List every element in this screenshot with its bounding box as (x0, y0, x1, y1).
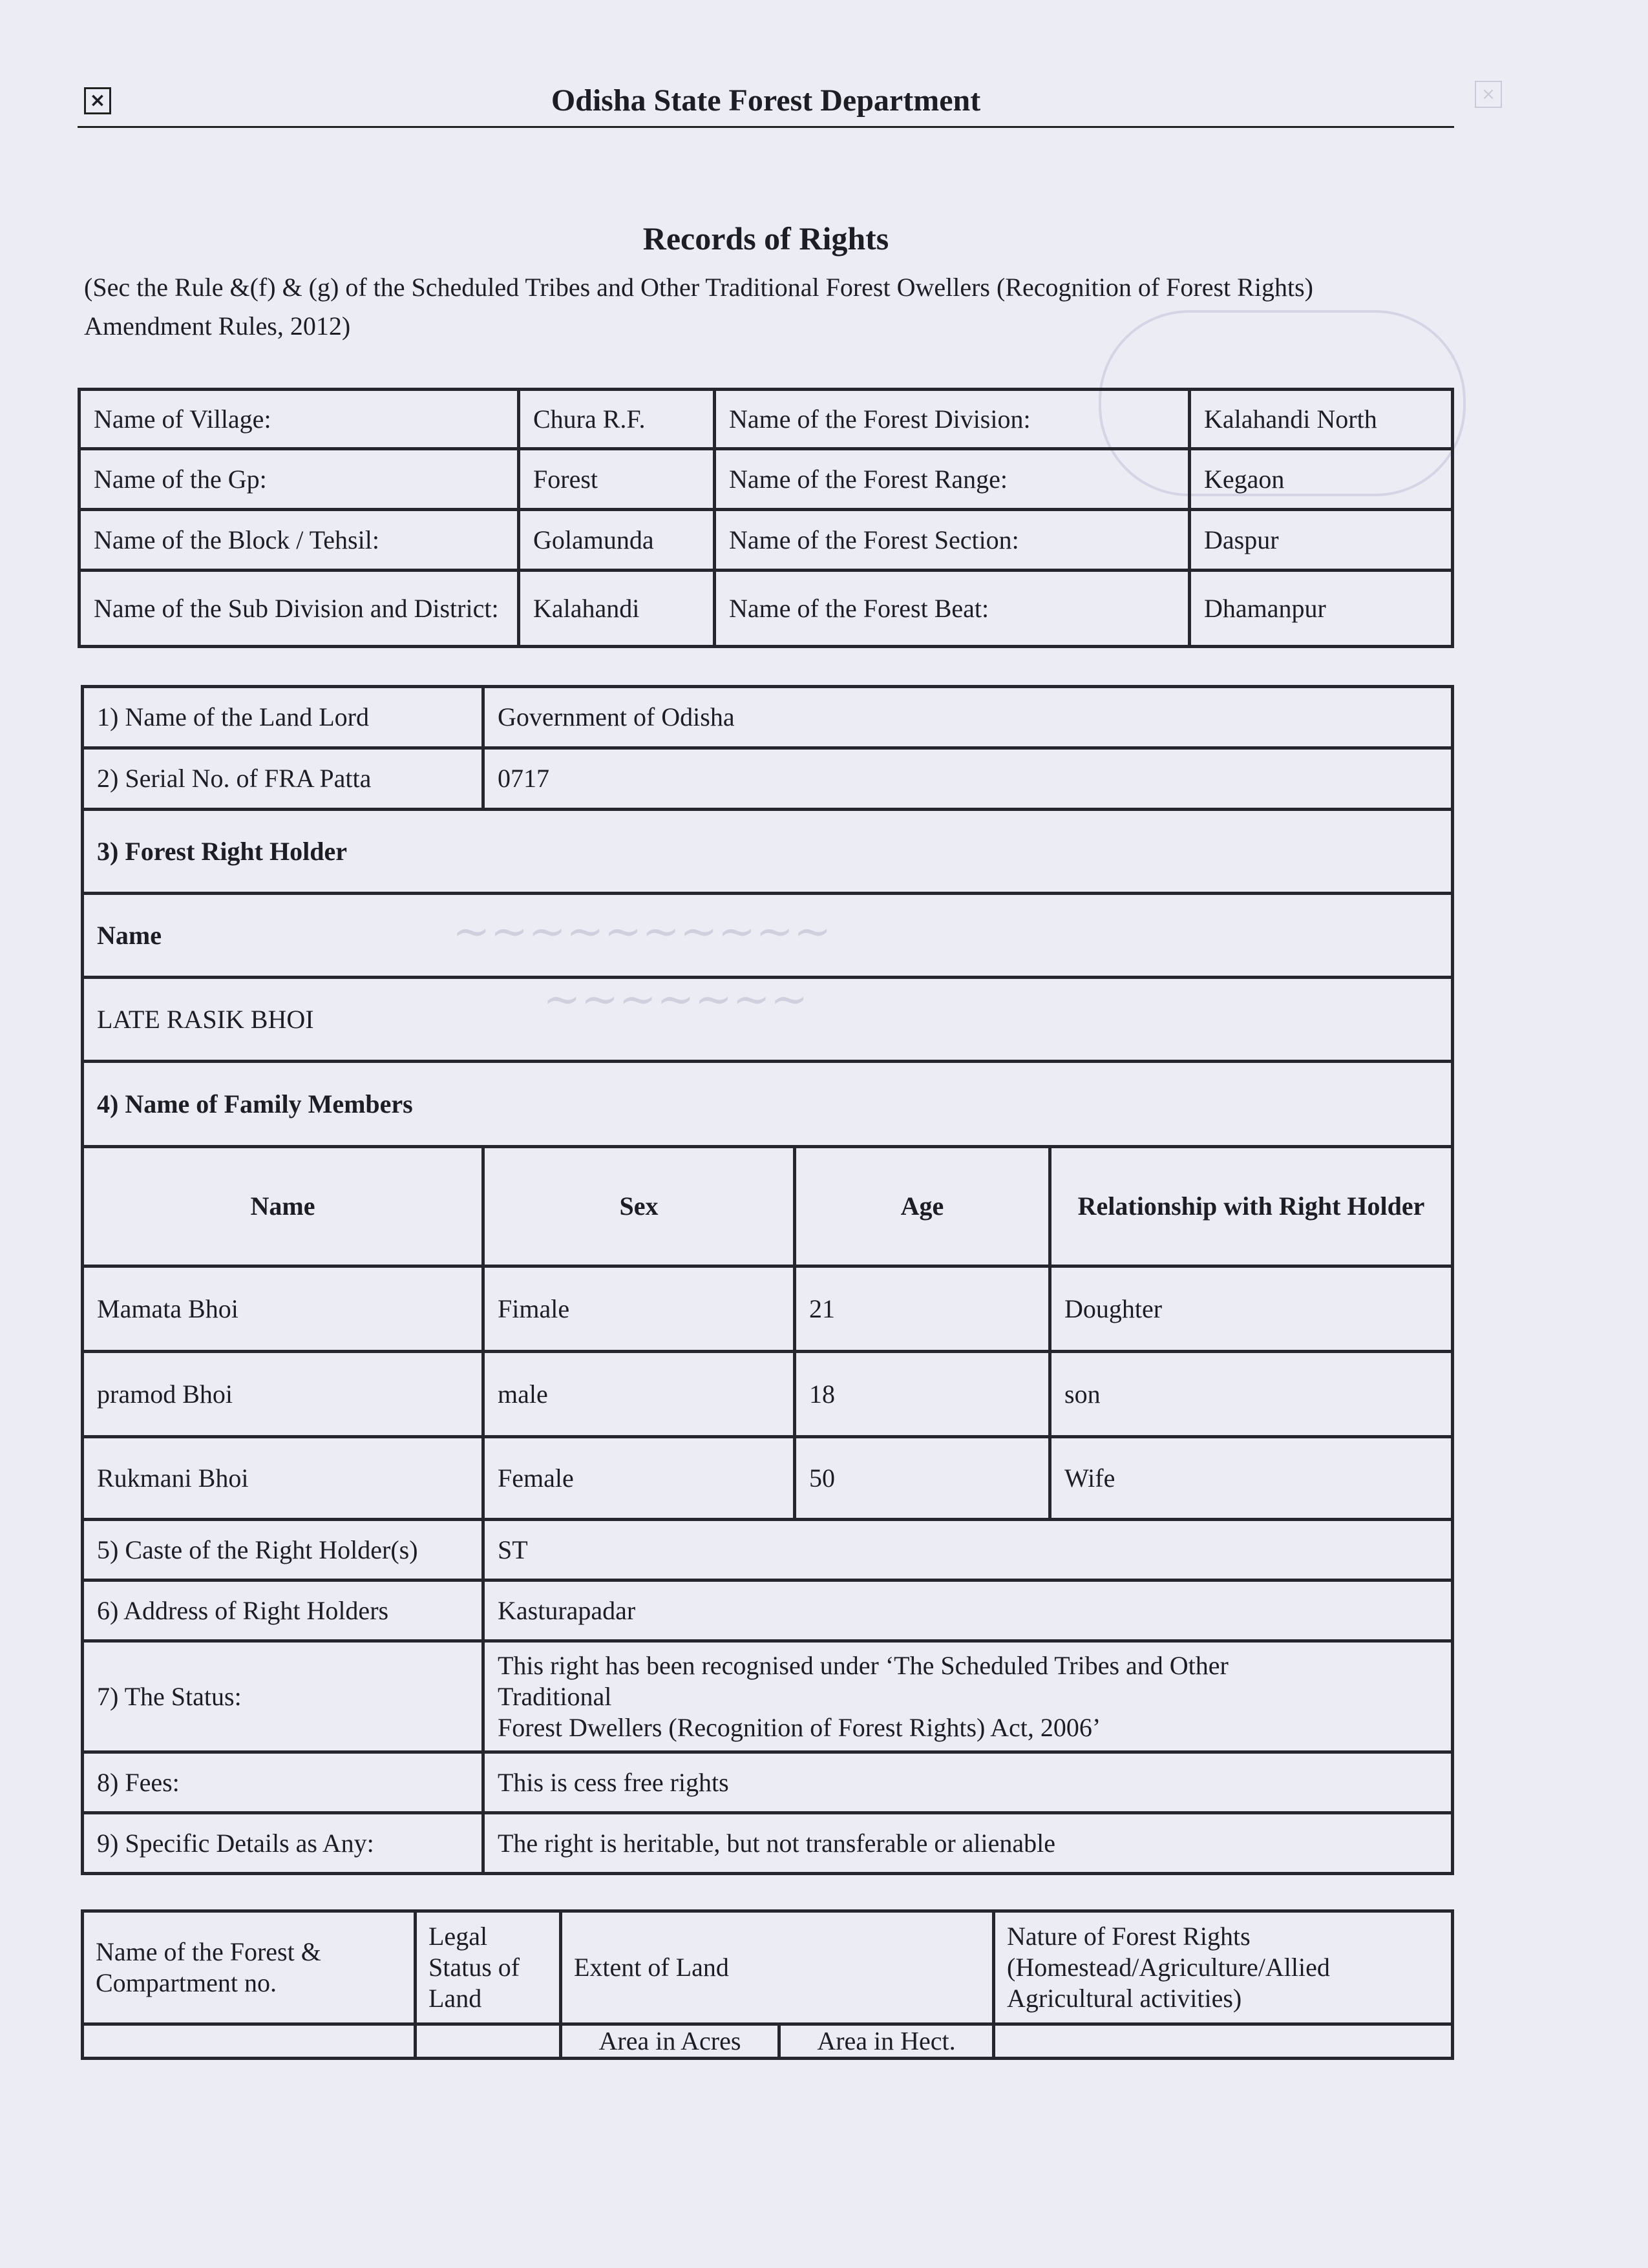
column-header-sex: Sex (483, 1147, 795, 1266)
table-row (83, 810, 1453, 894)
land-lord-label: 1) Name of the Land Lord (83, 687, 483, 748)
village-label: Name of Village: (79, 390, 519, 449)
table-row (83, 1520, 1453, 1580)
member-age: 21 (795, 1266, 1050, 1352)
status-line: Traditional (498, 1681, 612, 1711)
gp-value: Forest (519, 449, 715, 510)
faded-close-icon: × (1475, 81, 1502, 108)
table-row (79, 510, 1453, 571)
header-rule (78, 126, 1454, 128)
table-row (79, 571, 1453, 647)
member-relation: Doughter (1050, 1266, 1453, 1352)
table-row (83, 894, 1453, 978)
member-sex: Female (483, 1437, 795, 1520)
holder-name-value: LATE RASIK BHOI (83, 978, 1453, 1062)
department-title: Odisha State Forest Department (551, 83, 981, 118)
forest-division-label: Name of the Forest Division: (715, 390, 1190, 449)
column-header-name: Name (83, 1147, 483, 1266)
land-lord-value: Government of Odisha (483, 687, 1453, 748)
forest-section-value: Daspur (1190, 510, 1453, 571)
caste-value: ST (483, 1520, 1453, 1580)
handwritten-signature-mark: ~~~~~~~~~~ (452, 905, 832, 958)
forest-compartment-header: Name of the Forest & Compartment no. (83, 1911, 416, 2024)
record-table (81, 685, 1454, 1875)
handwritten-signature-mark: ~~~~~~~ (543, 972, 808, 1025)
member-sex: Fimale (483, 1266, 795, 1352)
gp-label: Name of the Gp: (79, 449, 519, 510)
location-table (78, 388, 1454, 648)
document-title: Records of Rights (642, 220, 889, 257)
table-row (83, 1352, 1453, 1437)
member-relation: Wife (1050, 1437, 1453, 1520)
column-header-age: Age (795, 1147, 1050, 1266)
close-icon: × (84, 87, 111, 114)
table-row (83, 1266, 1453, 1352)
table-row (83, 978, 1453, 1062)
forest-compartment-cell (83, 2024, 416, 2059)
family-heading: 4) Name of Family Members (83, 1062, 1453, 1147)
table-header-row (83, 1147, 1453, 1266)
nature-of-rights-cell (994, 2024, 1453, 2059)
address-value: Kasturapadar (483, 1580, 1453, 1641)
legal-status-cell (416, 2024, 561, 2059)
land-details-table (81, 1909, 1454, 2060)
block-label: Name of the Block / Tehsil: (79, 510, 519, 571)
nature-of-rights-header: Nature of Forest Rights (Homestead/Agriculture/Allied Agricultural activities) (994, 1911, 1453, 2024)
status-line: This right has been recognised under ‘The Scheduled Tribes and Other (498, 1650, 1229, 1680)
serial-value: 0717 (483, 748, 1453, 810)
holder-heading: 3) Forest Right Holder (83, 810, 1453, 894)
table-row (83, 1813, 1453, 1874)
forest-section-label: Name of the Forest Section: (715, 510, 1190, 571)
member-name: pramod Bhoi (83, 1352, 483, 1437)
sub-division-value: Kalahandi (519, 571, 715, 647)
area-acres-header: Area in Acres (561, 2024, 779, 2059)
block-value: Golamunda (519, 510, 715, 571)
status-line: Forest Dwellers (Recognition of Forest Rights) Act, 2006’ (498, 1712, 1101, 1742)
member-relation: son (1050, 1352, 1453, 1437)
table-row (83, 1580, 1453, 1641)
document-subtitle: (Sec the Rule &(f) & (g) of the Scheduled Tribes and Other Traditional Forest Owellers (Recognition of Forest Rights) Amendment Rules, 2012) (84, 273, 1313, 341)
village-value: Chura R.F. (519, 390, 715, 449)
table-row (83, 1752, 1453, 1813)
sub-division-label: Name of the Sub Division and District: (79, 571, 519, 647)
table-header-row (83, 1911, 1453, 2024)
member-name: Mamata Bhoi (83, 1266, 483, 1352)
status-label: 7) The Status: (83, 1641, 483, 1752)
member-sex: male (483, 1352, 795, 1437)
table-row (83, 687, 1453, 748)
fees-value: This is cess free rights (483, 1752, 1453, 1813)
holder-name-label: Name (83, 894, 1453, 978)
forest-range-label: Name of the Forest Range: (715, 449, 1190, 510)
details-label: 9) Specific Details as Any: (83, 1813, 483, 1874)
extent-of-land-header: Extent of Land (561, 1911, 994, 2024)
table-row (83, 1437, 1453, 1520)
member-age: 50 (795, 1437, 1050, 1520)
member-name: Rukmani Bhoi (83, 1437, 483, 1520)
forest-beat-label: Name of the Forest Beat: (715, 571, 1190, 647)
serial-label: 2) Serial No. of FRA Patta (83, 748, 483, 810)
table-row (83, 1641, 1453, 1752)
fees-label: 8) Fees: (83, 1752, 483, 1813)
legal-status-header: Legal Status of Land (416, 1911, 561, 2024)
status-value (483, 1641, 1453, 1752)
details-value: The right is heritable, but not transferable or alienable (483, 1813, 1453, 1874)
table-row (83, 1062, 1453, 1147)
table-row (79, 449, 1453, 510)
caste-label: 5) Caste of the Right Holder(s) (83, 1520, 483, 1580)
forest-division-value: Kalahandi North (1190, 390, 1453, 449)
forest-beat-value: Dhamanpur (1190, 571, 1453, 647)
address-label: 6) Address of Right Holders (83, 1580, 483, 1641)
column-header-relationship: Relationship with Right Holder (1050, 1147, 1453, 1266)
table-row (79, 390, 1453, 449)
forest-range-value: Kegaon (1190, 449, 1453, 510)
table-row (83, 2024, 1453, 2059)
table-row (83, 748, 1453, 810)
member-age: 18 (795, 1352, 1050, 1437)
area-hect-header: Area in Hect. (779, 2024, 994, 2059)
